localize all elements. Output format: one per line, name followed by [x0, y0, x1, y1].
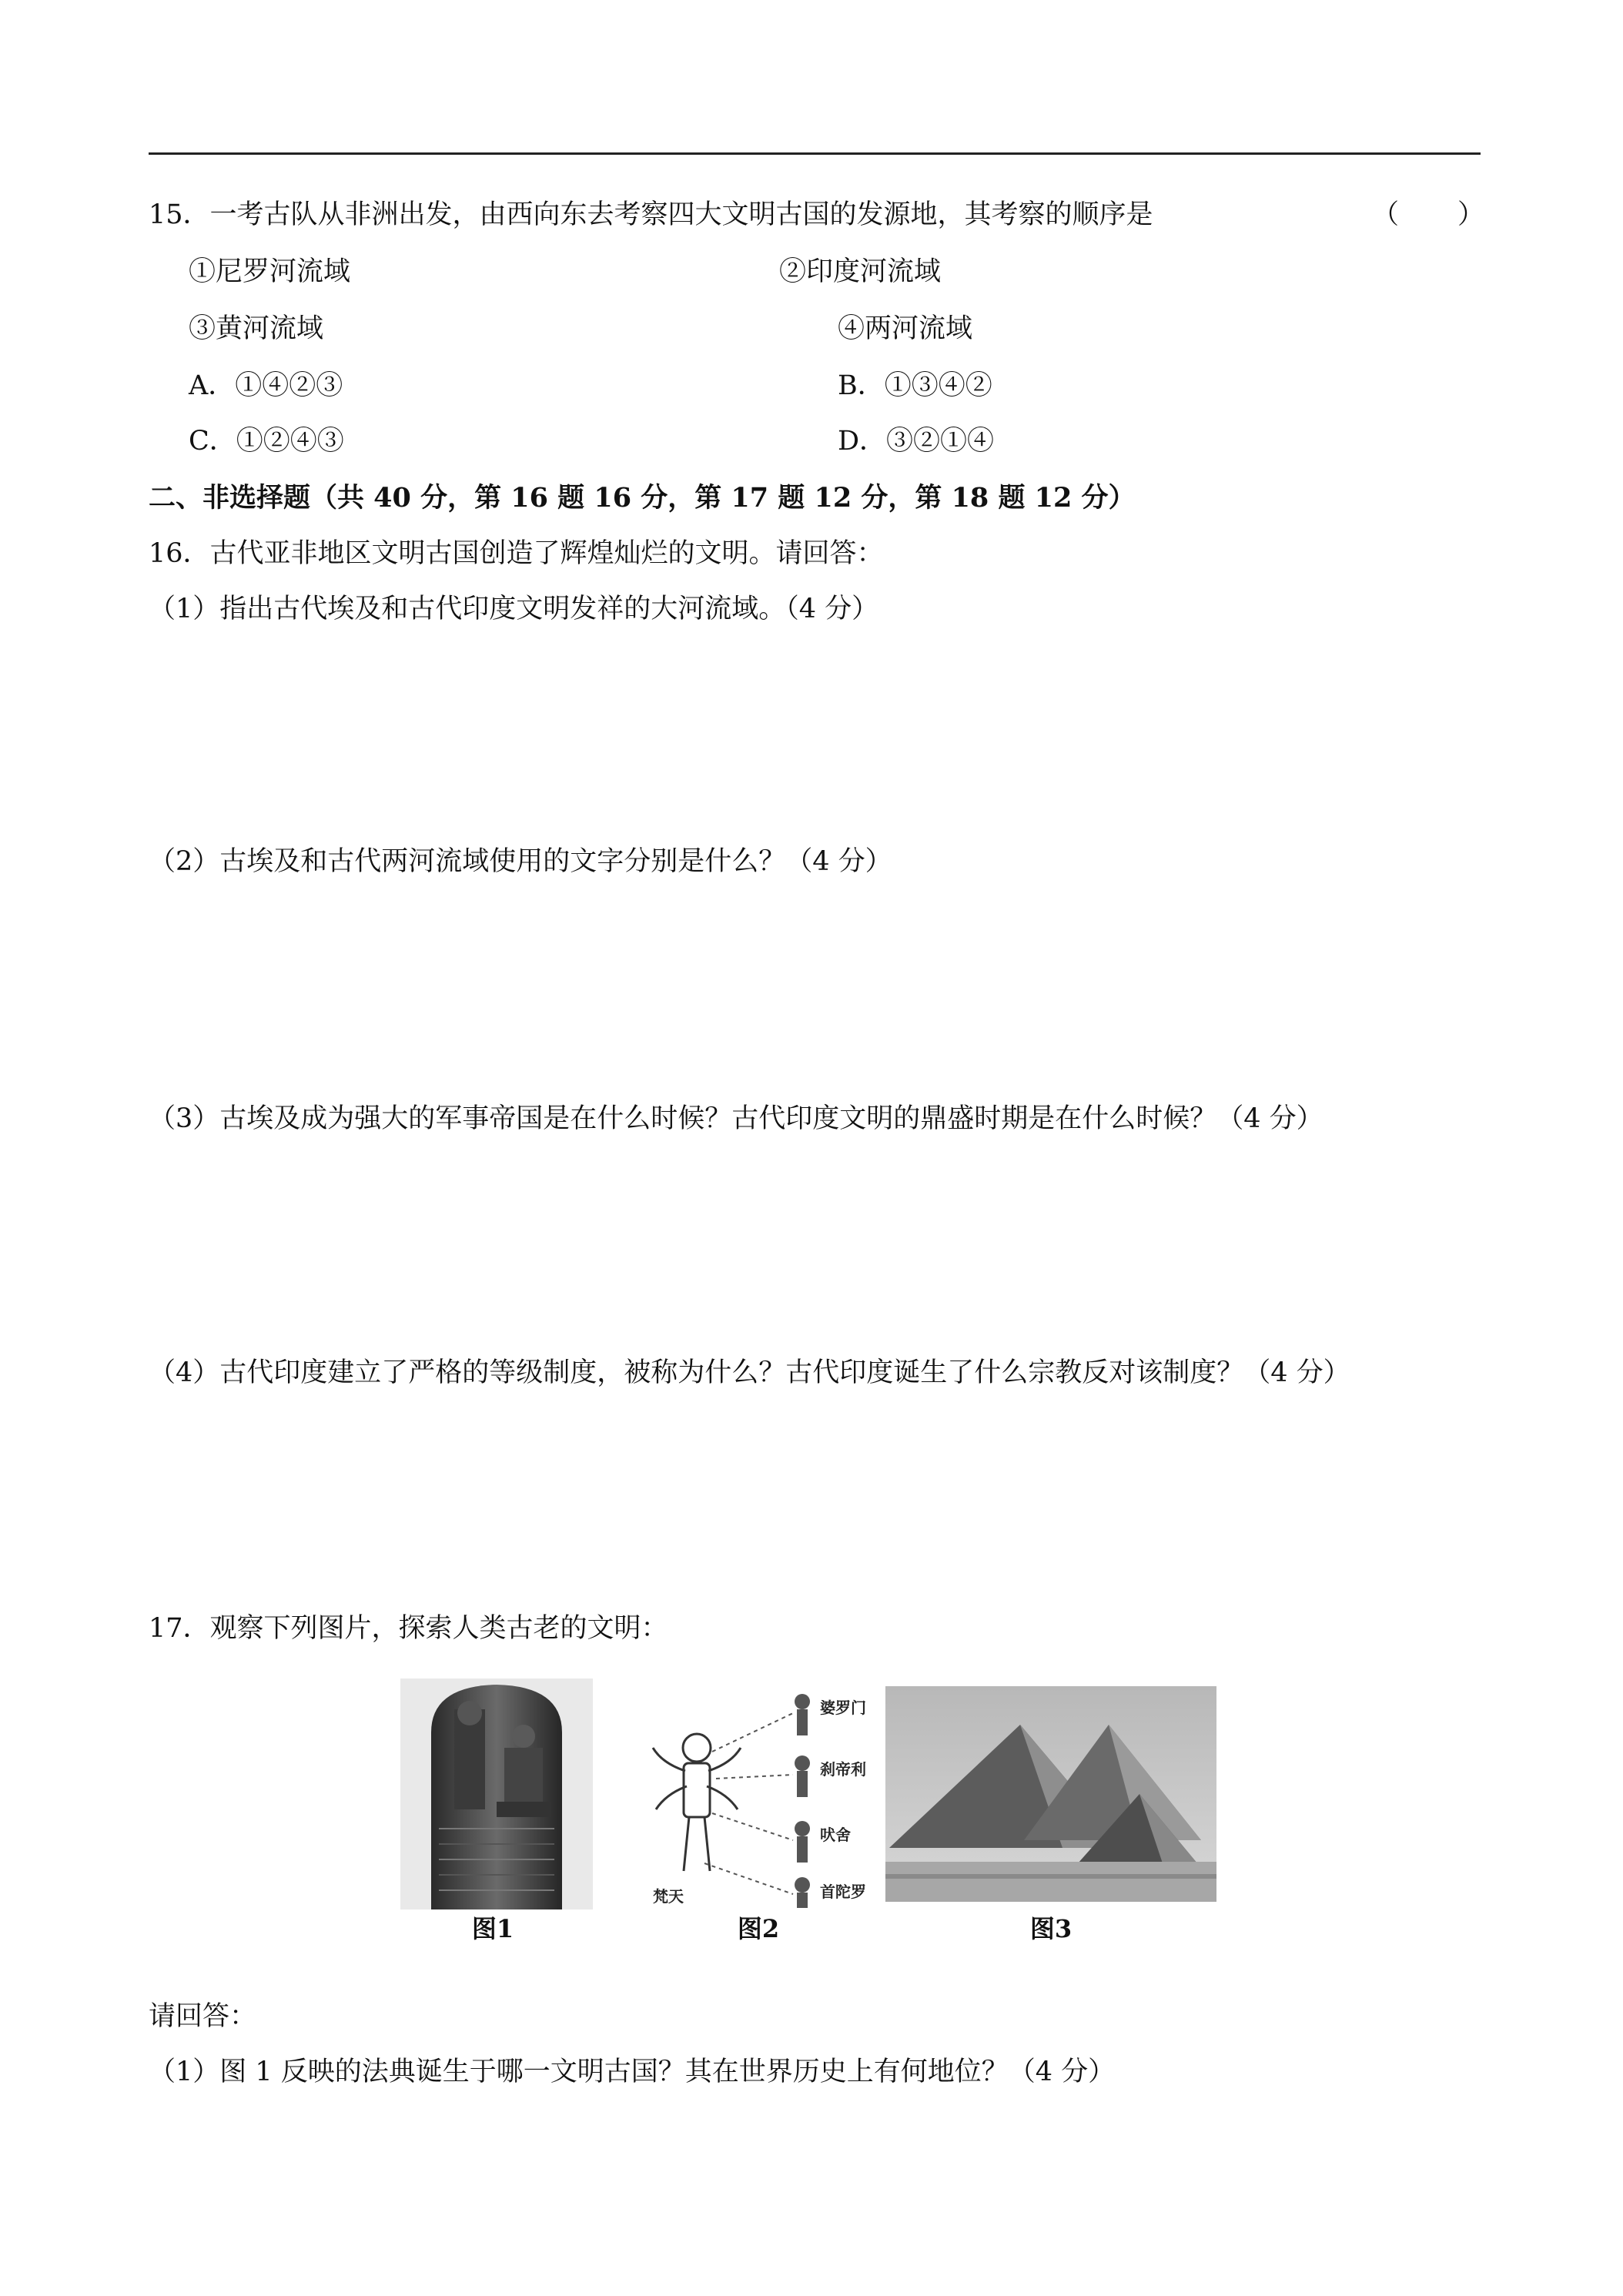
q16-sub-3: （3）古埃及成为强大的军事帝国是在什么时候？古代印度文明的鼎盛时期是在什么时候？（4 分） [149, 1103, 1323, 1134]
q15-option-c: C．①②④③ [189, 426, 344, 457]
caste-label-vaishya: 吠舍 [820, 1826, 851, 1844]
caste-diagram-image [631, 1678, 885, 1909]
stele-image [400, 1678, 593, 1909]
q16-sub-4: （4）古代印度建立了严格的等级制度，被称为什么？古代印度诞生了什么宗教反对该制度？（4 分） [149, 1357, 1350, 1388]
q17-figures [400, 1678, 1232, 1971]
q15-item-2: ②印度河流域 [779, 256, 942, 287]
q15-option-a: A．①④②③ [189, 370, 343, 401]
q16-sub-1: （1）指出古代埃及和古代印度文明发祥的大河流域。（4 分） [149, 594, 879, 624]
caste-label-kshatriya: 刹帝利 [820, 1760, 866, 1779]
caste-label-brahmin: 婆罗门 [820, 1699, 866, 1717]
q15-item-3: ③黄河流域 [189, 313, 324, 344]
figure-3-caption: 图3 [1029, 1914, 1073, 1943]
figure-1-stele [400, 1678, 593, 1909]
q17-stem: 17．观察下列图片，探索人类古老的文明： [149, 1613, 668, 1644]
q17-sub-1: （1）图 1 反映的法典诞生于哪一文明古国？其在世界历史上有何地位？（4 分） [149, 2057, 1116, 2087]
q16-sub-2: （2）古埃及和古代两河流域使用的文字分别是什么？（4 分） [149, 846, 892, 877]
pyramids-image [885, 1686, 1216, 1902]
figure-3-pyramids [885, 1686, 1216, 1902]
q15-answer-bracket: （ ） [1372, 199, 1487, 230]
q15-item-1: ①尼罗河流域 [189, 256, 351, 287]
top-rule [149, 152, 1481, 155]
q15-option-d: D．③②①④ [838, 426, 995, 457]
q15-stem: 15．一考古队从非洲出发，由西向东去考察四大文明古国的发源地，其考察的顺序是 [149, 199, 1153, 230]
section2-heading: 二、非选择题（共 40 分，第 16 题 16 分，第 17 题 12 分，第 18 题 12 分） [149, 482, 1136, 514]
figure-2-caption: 图2 [737, 1914, 780, 1943]
deity-label-brahma: 梵天 [653, 1887, 684, 1906]
q15-option-b: B．①③④② [838, 370, 992, 401]
q17-prompt: 请回答： [149, 2001, 257, 2032]
q16-stem: 16．古代亚非地区文明古国创造了辉煌灿烂的文明。请回答： [149, 538, 884, 569]
caste-label-shudra: 首陀罗 [820, 1883, 866, 1901]
figure-1-caption: 图1 [471, 1914, 514, 1943]
figure-2-caste-diagram [631, 1678, 885, 1909]
q15-item-4: ④两河流域 [838, 313, 973, 344]
